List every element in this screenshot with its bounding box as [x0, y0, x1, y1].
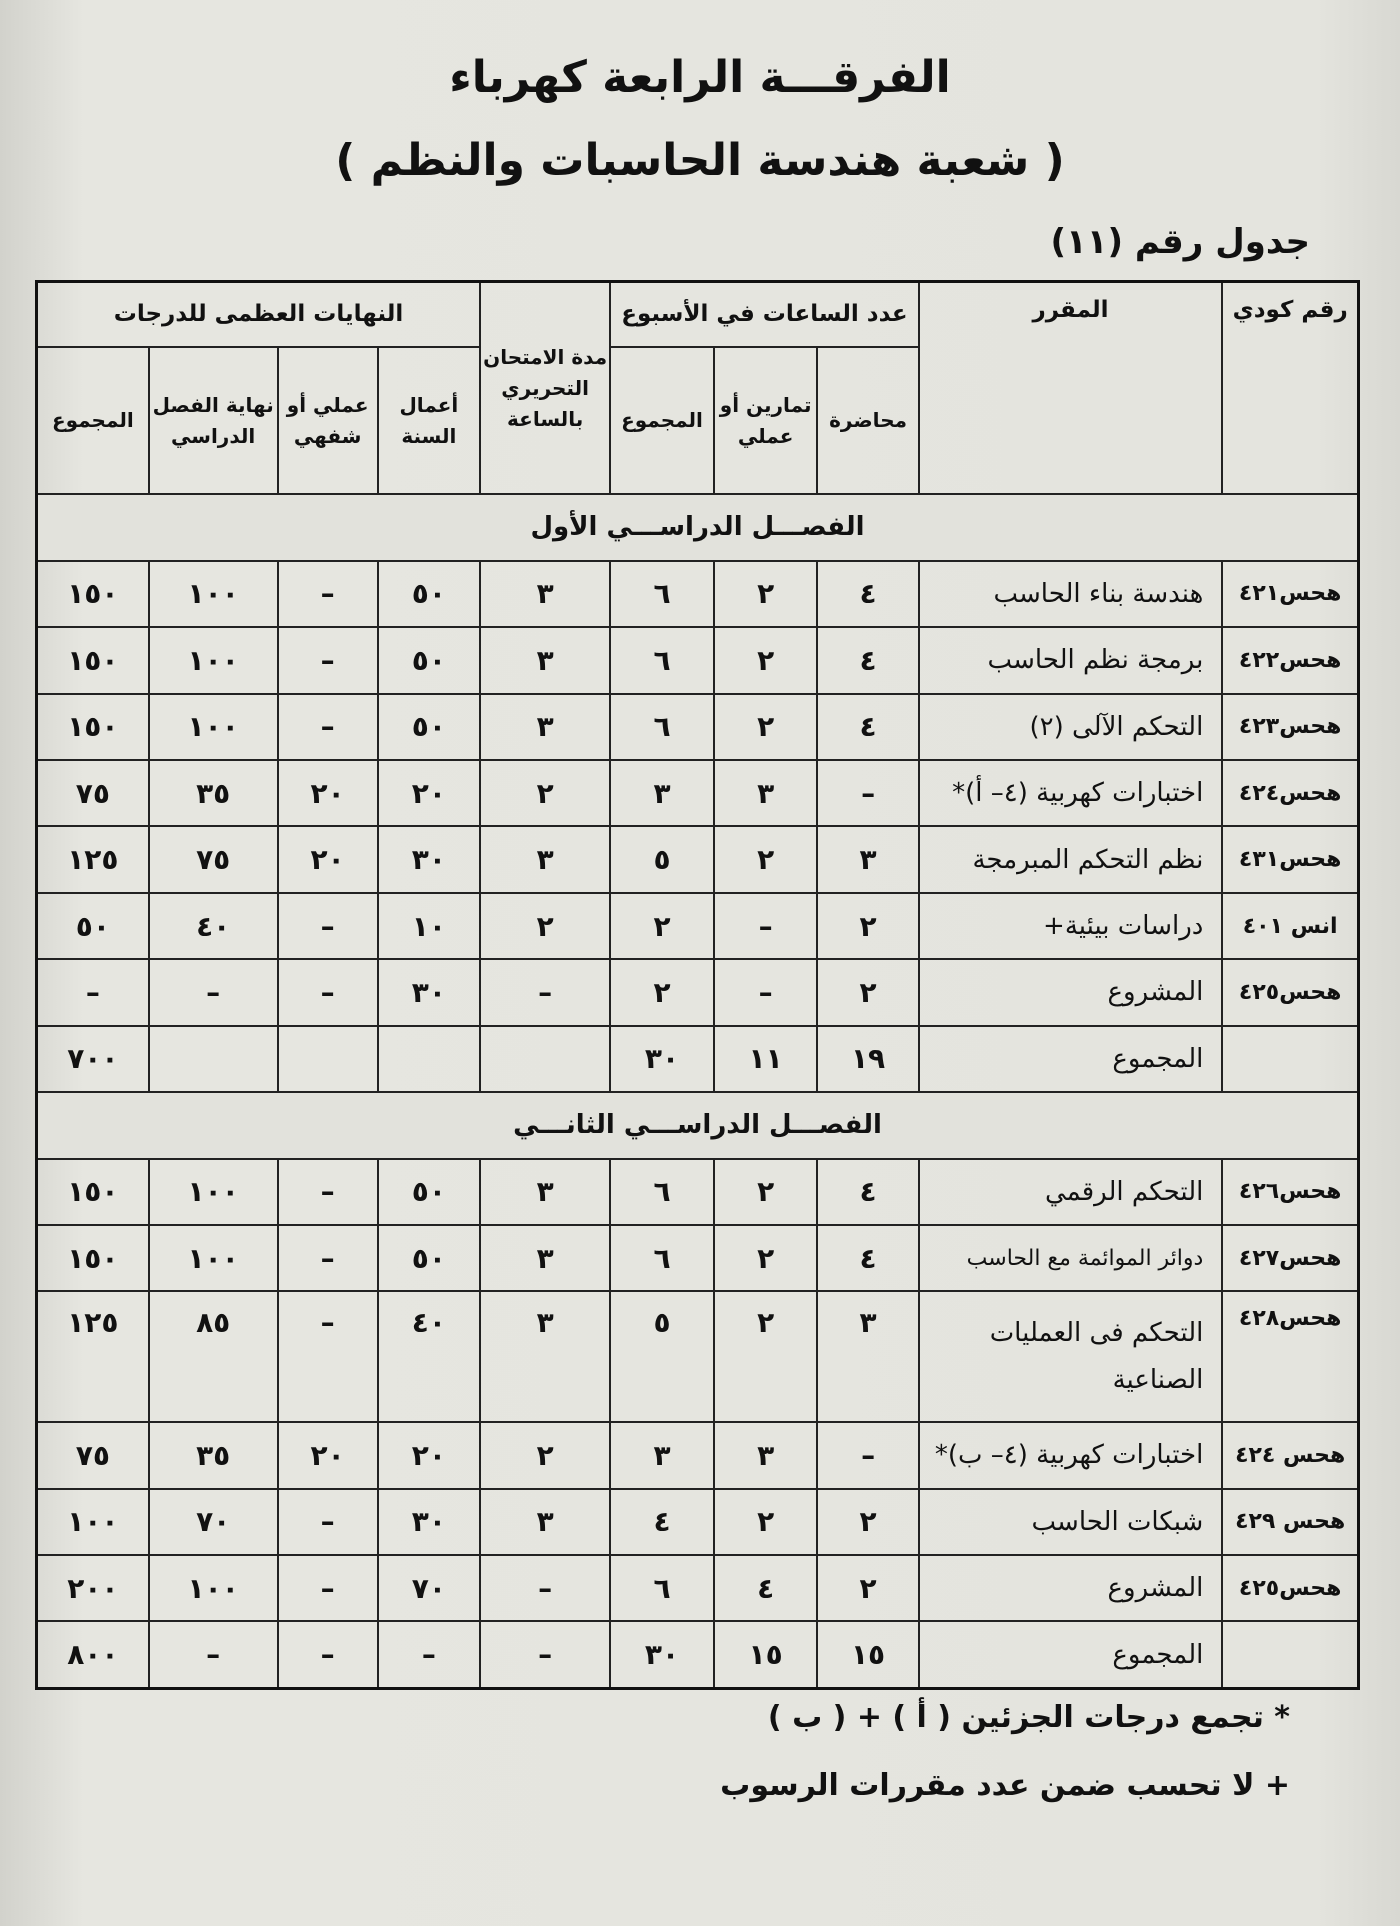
course-code: هحس٤٢٢: [1222, 627, 1358, 693]
course-code: هحس ٤٢٤: [1222, 1422, 1358, 1488]
lecture-hours: ٢: [817, 893, 918, 959]
lecture-hours: –: [817, 1422, 918, 1488]
semester2-label: الفصـــل الدراســـي الثانـــي: [37, 1092, 1359, 1158]
lecture-hours: ٢: [817, 1555, 918, 1621]
year-work-marks: ٢٠: [378, 760, 480, 826]
exercise-hours: –: [714, 959, 818, 1025]
course-code: هحس٤٢٣: [1222, 694, 1358, 760]
table-row: [37, 959, 1359, 1025]
table-row: [37, 694, 1359, 760]
total-marks: ١٥٠: [37, 627, 149, 693]
total-hours: ٦: [610, 627, 714, 693]
final-marks: ٣٥: [149, 1422, 278, 1488]
lecture-hours: ٤: [817, 1159, 918, 1225]
final-marks: ١٠٠: [149, 1159, 278, 1225]
total-marks: ١٥٠: [37, 694, 149, 760]
course-name: برمجة نظم الحاسب: [919, 627, 1223, 693]
exercise-hours: ١١: [714, 1026, 818, 1092]
table-row: [37, 1555, 1359, 1621]
year-work-marks: ١٠: [378, 893, 480, 959]
year-work-marks: –: [378, 1621, 480, 1688]
year-work-marks: ٥٠: [378, 1225, 480, 1291]
header-exam: مدة الامتحان التحريري بالساعة: [480, 282, 610, 495]
total-hours: ٦: [610, 1225, 714, 1291]
total-hours: ٦: [610, 694, 714, 760]
table-row: [37, 1489, 1359, 1555]
header-practical: عملي أو شفهي: [278, 347, 378, 494]
table-row: [37, 1225, 1359, 1291]
exercise-hours: ٢: [714, 561, 818, 627]
final-marks: –: [149, 1621, 278, 1688]
header-row-1: [37, 282, 1359, 347]
table-row: [37, 826, 1359, 892]
course-code: هحس٤٢٦: [1222, 1159, 1358, 1225]
total-marks: ٧٥: [37, 1422, 149, 1488]
empty-cell: [480, 1026, 610, 1092]
final-marks: ١٠٠: [149, 1225, 278, 1291]
final-marks: ١٠٠: [149, 694, 278, 760]
practical-marks: –: [278, 694, 378, 760]
course-code: انس ٤٠١: [1222, 893, 1358, 959]
exercise-hours: ٢: [714, 627, 818, 693]
course-name: اختبارات كهربية (٤– ب)*: [919, 1422, 1223, 1488]
practical-marks: –: [278, 1555, 378, 1621]
total-label: المجموع: [919, 1621, 1223, 1688]
course-name: التحكم فى العمليات الصناعية: [919, 1291, 1223, 1422]
year-work-marks: ٥٠: [378, 694, 480, 760]
course-code: هحس ٤٢٩: [1222, 1489, 1358, 1555]
total-hours: ٣٠: [610, 1026, 714, 1092]
total-hours: ٥: [610, 1291, 714, 1422]
header-marks-total: المجموع: [37, 347, 149, 494]
exercise-hours: ١٥: [714, 1621, 818, 1688]
header-exercises: تمارين أو عملي: [714, 347, 818, 494]
header-lecture: محاضرة: [817, 347, 918, 494]
year-work-marks: ٧٠: [378, 1555, 480, 1621]
exercise-hours: ٢: [714, 1489, 818, 1555]
header-hours-total: المجموع: [610, 347, 714, 494]
year-work-marks: ٥٠: [378, 627, 480, 693]
practical-marks: –: [278, 959, 378, 1025]
table-row: [37, 760, 1359, 826]
total-marks: ١٢٥: [37, 826, 149, 892]
exam-duration: ٣: [480, 627, 610, 693]
empty-cell: [1222, 1621, 1358, 1688]
practical-marks: –: [278, 1489, 378, 1555]
exercise-hours: ٤: [714, 1555, 818, 1621]
semester1-label: الفصـــل الدراســـي الأول: [37, 494, 1359, 560]
exam-duration: ٢: [480, 893, 610, 959]
course-name: المشروع: [919, 1555, 1223, 1621]
course-code: هحس٤٢٧: [1222, 1225, 1358, 1291]
course-code: هحس٤٢٥: [1222, 1555, 1358, 1621]
header-marks-group: النهايات العظمى للدرجات: [37, 282, 481, 347]
final-marks: ١٠٠: [149, 627, 278, 693]
exercise-hours: ٢: [714, 694, 818, 760]
practical-marks: ٢٠: [278, 826, 378, 892]
lecture-hours: ١٥: [817, 1621, 918, 1688]
year-work-marks: ٢٠: [378, 1422, 480, 1488]
exam-duration: –: [480, 1621, 610, 1688]
table-row: [37, 561, 1359, 627]
lecture-hours: ٢: [817, 1489, 918, 1555]
exam-duration: ٢: [480, 1422, 610, 1488]
lecture-hours: ٣: [817, 1291, 918, 1422]
practical-marks: –: [278, 561, 378, 627]
total-hours: ٣: [610, 760, 714, 826]
total-hours: ٦: [610, 1555, 714, 1621]
final-marks: ١٠٠: [149, 561, 278, 627]
empty-cell: [149, 1026, 278, 1092]
lecture-hours: ٤: [817, 561, 918, 627]
practical-marks: –: [278, 627, 378, 693]
lecture-hours: ٤: [817, 1225, 918, 1291]
total-marks: ٧٥: [37, 760, 149, 826]
course-code: هحس٤٢٤: [1222, 760, 1358, 826]
header-final: نهاية الفصل الدراسي: [149, 347, 278, 494]
total-marks: ١٢٥: [37, 1291, 149, 1422]
exercise-hours: ٢: [714, 826, 818, 892]
empty-cell: [278, 1026, 378, 1092]
page-title: الفرقـــة الرابعة كهرباء: [449, 52, 951, 103]
table-number: جدول رقم (١١): [1050, 222, 1310, 262]
year-work-marks: ٣٠: [378, 1489, 480, 1555]
exercise-hours: ٣: [714, 760, 818, 826]
year-work-marks: ٥٠: [378, 1159, 480, 1225]
course-name: دراسات بيئية+: [919, 893, 1223, 959]
year-work-marks: ٥٠: [378, 561, 480, 627]
practical-marks: –: [278, 1159, 378, 1225]
course-code: هحس٤٢٥: [1222, 959, 1358, 1025]
total-hours: ٤: [610, 1489, 714, 1555]
course-code: هحس٤٢١: [1222, 561, 1358, 627]
practical-marks: ٢٠: [278, 1422, 378, 1488]
total-hours: ٣: [610, 1422, 714, 1488]
lecture-hours: ٤: [817, 627, 918, 693]
total-hours: ٦: [610, 1159, 714, 1225]
exercise-hours: ٣: [714, 1422, 818, 1488]
total-marks: –: [37, 959, 149, 1025]
exam-duration: ٣: [480, 1159, 610, 1225]
empty-cell: [1222, 1026, 1358, 1092]
year-work-marks: ٣٠: [378, 826, 480, 892]
lecture-hours: ٢: [817, 959, 918, 1025]
total-hours: ٢: [610, 893, 714, 959]
practical-marks: –: [278, 893, 378, 959]
final-marks: ٣٥: [149, 760, 278, 826]
total-hours: ٣٠: [610, 1621, 714, 1688]
footnote-plus: + لا تحسب ضمن عدد مقررات الرسوب: [720, 1768, 1290, 1803]
course-name: شبكات الحاسب: [919, 1489, 1223, 1555]
exam-duration: ٣: [480, 1225, 610, 1291]
course-name: التحكم الرقمي: [919, 1159, 1223, 1225]
exercise-hours: ٢: [714, 1159, 818, 1225]
exercise-hours: ٢: [714, 1225, 818, 1291]
exam-duration: ٣: [480, 1489, 610, 1555]
exam-duration: ٣: [480, 694, 610, 760]
course-name: المشروع: [919, 959, 1223, 1025]
semester1-label-row: [37, 494, 1359, 560]
year-work-marks: ٤٠: [378, 1291, 480, 1422]
practical-marks: –: [278, 1225, 378, 1291]
total-hours: ٥: [610, 826, 714, 892]
exam-duration: –: [480, 1555, 610, 1621]
header-course: المقرر: [919, 282, 1223, 495]
total-marks: ٢٠٠: [37, 1555, 149, 1621]
exam-duration: ٣: [480, 1291, 610, 1422]
total-label: المجموع: [919, 1026, 1223, 1092]
table-row: [37, 893, 1359, 959]
page-subtitle: ( شعبة هندسة الحاسبات والنظم ): [335, 135, 1065, 186]
final-marks: –: [149, 959, 278, 1025]
exam-duration: –: [480, 959, 610, 1025]
total-marks: ٧٠٠: [37, 1026, 149, 1092]
semester2-label-row: [37, 1092, 1359, 1158]
empty-cell: [378, 1026, 480, 1092]
total-marks: ٨٠٠: [37, 1621, 149, 1688]
exercise-hours: ٢: [714, 1291, 818, 1422]
exam-duration: ٣: [480, 561, 610, 627]
table-row: [37, 1422, 1359, 1488]
table-row: [37, 1291, 1359, 1422]
semester1-total-row: [37, 1026, 1359, 1092]
lecture-hours: ٣: [817, 826, 918, 892]
header-hours-group: عدد الساعات في الأسبوع: [610, 282, 918, 347]
year-work-marks: ٣٠: [378, 959, 480, 1025]
final-marks: ٤٠: [149, 893, 278, 959]
final-marks: ٧٥: [149, 826, 278, 892]
final-marks: ١٠٠: [149, 1555, 278, 1621]
total-marks: ١٥٠: [37, 1159, 149, 1225]
header-code: رقم كودي: [1222, 282, 1358, 495]
lecture-hours: ١٩: [817, 1026, 918, 1092]
lecture-hours: –: [817, 760, 918, 826]
final-marks: ٧٠: [149, 1489, 278, 1555]
exam-duration: ٢: [480, 760, 610, 826]
table-row: [37, 627, 1359, 693]
table-row: [37, 1159, 1359, 1225]
total-marks: ٥٠: [37, 893, 149, 959]
header-year-work: أعمال السنة: [378, 347, 480, 494]
semester2-total-row: [37, 1621, 1359, 1688]
total-hours: ٦: [610, 561, 714, 627]
course-name: دوائر الموائمة مع الحاسب: [919, 1225, 1223, 1291]
lecture-hours: ٤: [817, 694, 918, 760]
course-name: التحكم الآلى (٢): [919, 694, 1223, 760]
course-code: هحس٤٣١: [1222, 826, 1358, 892]
courses-table: [35, 280, 1360, 1690]
course-code: هحس٤٢٨: [1222, 1291, 1358, 1422]
practical-marks: –: [278, 1291, 378, 1422]
course-name: اختبارات كهربية (٤– أ)*: [919, 760, 1223, 826]
total-hours: ٢: [610, 959, 714, 1025]
total-marks: ١٥٠: [37, 561, 149, 627]
practical-marks: –: [278, 1621, 378, 1688]
final-marks: ٨٥: [149, 1291, 278, 1422]
footnote-asterisk: * تجمع درجات الجزئين ( أ ) + ( ب ): [767, 1700, 1290, 1735]
course-name: نظم التحكم المبرمجة: [919, 826, 1223, 892]
exercise-hours: –: [714, 893, 818, 959]
total-marks: ١٠٠: [37, 1489, 149, 1555]
practical-marks: ٢٠: [278, 760, 378, 826]
course-name: هندسة بناء الحاسب: [919, 561, 1223, 627]
exam-duration: ٣: [480, 826, 610, 892]
total-marks: ١٥٠: [37, 1225, 149, 1291]
